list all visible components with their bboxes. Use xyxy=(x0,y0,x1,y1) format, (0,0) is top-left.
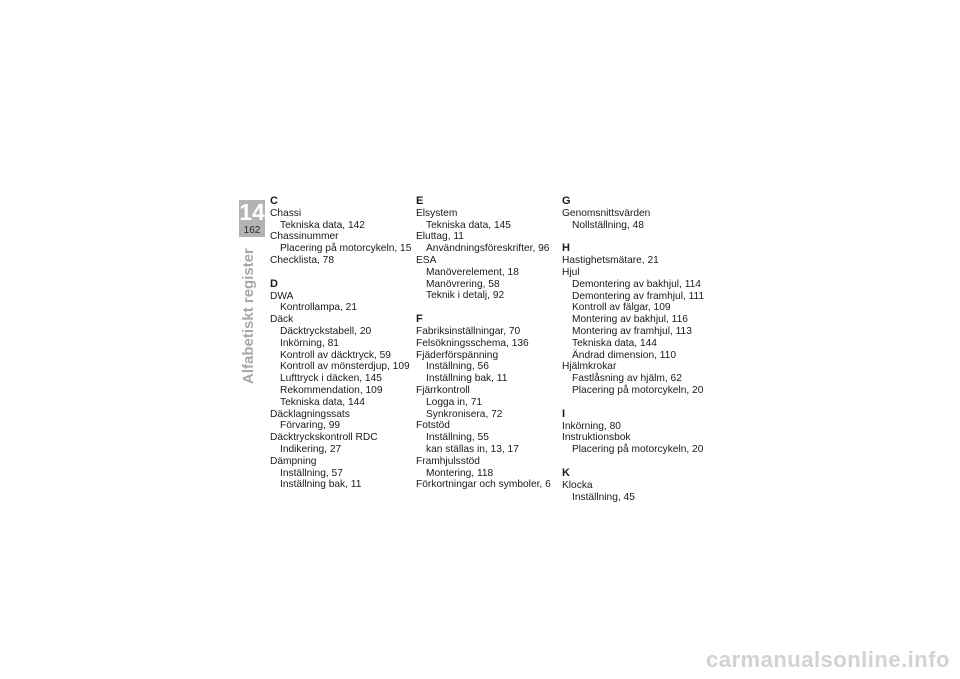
index-entry: Checklista, 78 xyxy=(270,254,334,266)
index-subentry: Placering på motorcykeln, 15 xyxy=(280,243,412,255)
index-subentry: Inställning, 57 xyxy=(280,467,343,479)
index-letter: E xyxy=(416,195,424,207)
index-subentry: Placering på motorcykeln, 20 xyxy=(572,384,704,396)
index-entry: ESA xyxy=(416,254,437,266)
index-subentry: Logga in, 71 xyxy=(426,396,483,408)
index-subentry: Teknik i detalj, 92 xyxy=(426,290,505,302)
index-subentry: Lufttryck i däcken, 145 xyxy=(280,373,382,385)
index-subentry: Montering, 118 xyxy=(426,467,494,479)
index-subentry: Tekniska data, 144 xyxy=(280,396,365,408)
index-subentry: Montering av bakhjul, 116 xyxy=(572,314,688,326)
index-entry: Fjäderförspänning xyxy=(416,349,499,361)
index-subentry: Demontering av framhjul, 111 xyxy=(572,290,705,302)
index-group xyxy=(416,314,566,491)
index-subentry: Inställning, 55 xyxy=(426,432,489,444)
index-subentry: Manöverelement, 18 xyxy=(426,266,519,278)
index-entry: Eluttag, 11 xyxy=(416,231,464,243)
index-entry: Elsystem xyxy=(416,207,458,219)
index-subentry: Tekniska data, 142 xyxy=(280,219,365,231)
index-entry: Dämpning xyxy=(270,455,317,467)
index-subentry: Tekniska data, 144 xyxy=(572,337,657,349)
index-entry: Hjälmkrokar xyxy=(562,361,617,373)
index-entry: Däcktryckskontroll RDC xyxy=(270,432,378,444)
index-subentry: Inställning bak, 11 xyxy=(280,479,362,491)
index-column-3 xyxy=(562,196,712,503)
index-entry: Chassinummer xyxy=(270,231,339,243)
index-subentry: Inkörning, 81 xyxy=(280,337,339,349)
index-subentry: Manövrering, 58 xyxy=(426,278,500,290)
index-group xyxy=(562,468,712,503)
index-letter: D xyxy=(270,277,278,290)
index-entry: Hjul xyxy=(562,266,580,278)
index-entry: Fjärrkontroll xyxy=(416,384,470,396)
index-entry: Inkörning, 80 xyxy=(562,420,621,432)
index-entry: Fotstöd xyxy=(416,420,450,432)
index-entry: Däcklagningssats xyxy=(270,408,350,420)
index-column-1 xyxy=(270,196,420,491)
index-letter: K xyxy=(562,466,570,479)
index-entry: Hastighetsmätare, 21 xyxy=(562,255,659,267)
index-entry: Chassi xyxy=(270,207,302,219)
index-subentry: Nollställning, 48 xyxy=(572,219,644,231)
index-entry: Fabriksinställningar, 70 xyxy=(416,325,521,337)
index-group xyxy=(562,409,712,456)
index-entry: Framhjulsstöd xyxy=(416,455,480,467)
index-group xyxy=(562,243,712,396)
index-subentry: Kontroll av fälgar, 109 xyxy=(572,302,671,314)
index-letter: I xyxy=(562,407,566,420)
index-subentry: Kontroll av mönsterdjup, 109 xyxy=(280,361,410,373)
index-entry: Instruktionsbok xyxy=(562,432,631,444)
index-letter: H xyxy=(562,242,570,255)
page-number: 162 xyxy=(243,225,261,236)
index-subentry: Däcktryckstabell, 20 xyxy=(280,325,372,337)
index-group xyxy=(416,196,566,302)
index-subentry: Användningsföreskrifter, 96 xyxy=(426,243,550,255)
index-letter: C xyxy=(270,195,278,207)
index-subentry: Inställning, 45 xyxy=(572,491,635,503)
chapter-tab xyxy=(239,200,265,237)
index-subentry: Indikering, 27 xyxy=(280,443,342,455)
index-subentry: Rekommendation, 109 xyxy=(280,384,383,396)
index-subentry: Placering på motorcykeln, 20 xyxy=(572,444,704,456)
index-subentry: Fastlåsning av hjälm, 62 xyxy=(572,373,682,385)
index-entry: Förkortningar och symboler, 6 xyxy=(416,479,551,491)
index-subentry: Inställning bak, 11 xyxy=(426,373,508,385)
index-subentry: Synkronisera, 72 xyxy=(426,408,503,420)
index-group xyxy=(562,196,712,231)
index-subentry: Montering av framhjul, 113 xyxy=(572,325,692,337)
index-subentry: Inställning, 56 xyxy=(426,361,489,373)
index-letter: G xyxy=(562,195,571,207)
index-subentry: Tekniska data, 145 xyxy=(426,219,511,231)
index-entry: Felsökningsschema, 136 xyxy=(416,337,529,349)
index-entry: Klocka xyxy=(562,479,593,491)
index-subentry: Demontering av bakhjul, 114 xyxy=(572,278,701,290)
index-group xyxy=(270,279,420,491)
index-subentry: Kontrollampa, 21 xyxy=(280,302,358,314)
index-subentry: Ändrad dimension, 110 xyxy=(572,349,677,361)
index-letter: F xyxy=(416,313,423,326)
section-title: Alfabetiskt register xyxy=(240,248,257,384)
index-subentry: Förvaring, 99 xyxy=(280,420,341,432)
index-column-2 xyxy=(416,196,566,491)
index-entry: DWA xyxy=(270,290,294,302)
index-subentry: kan ställas in, 13, 17 xyxy=(426,443,519,455)
index-entry: Däck xyxy=(270,314,294,326)
index-entry: Genomsnittsvärden xyxy=(562,207,651,219)
chapter-number: 14 xyxy=(239,199,265,225)
index-subentry: Kontroll av däcktryck, 59 xyxy=(280,349,391,361)
watermark: carmanualsonline.info xyxy=(706,647,950,672)
index-group xyxy=(270,196,420,267)
